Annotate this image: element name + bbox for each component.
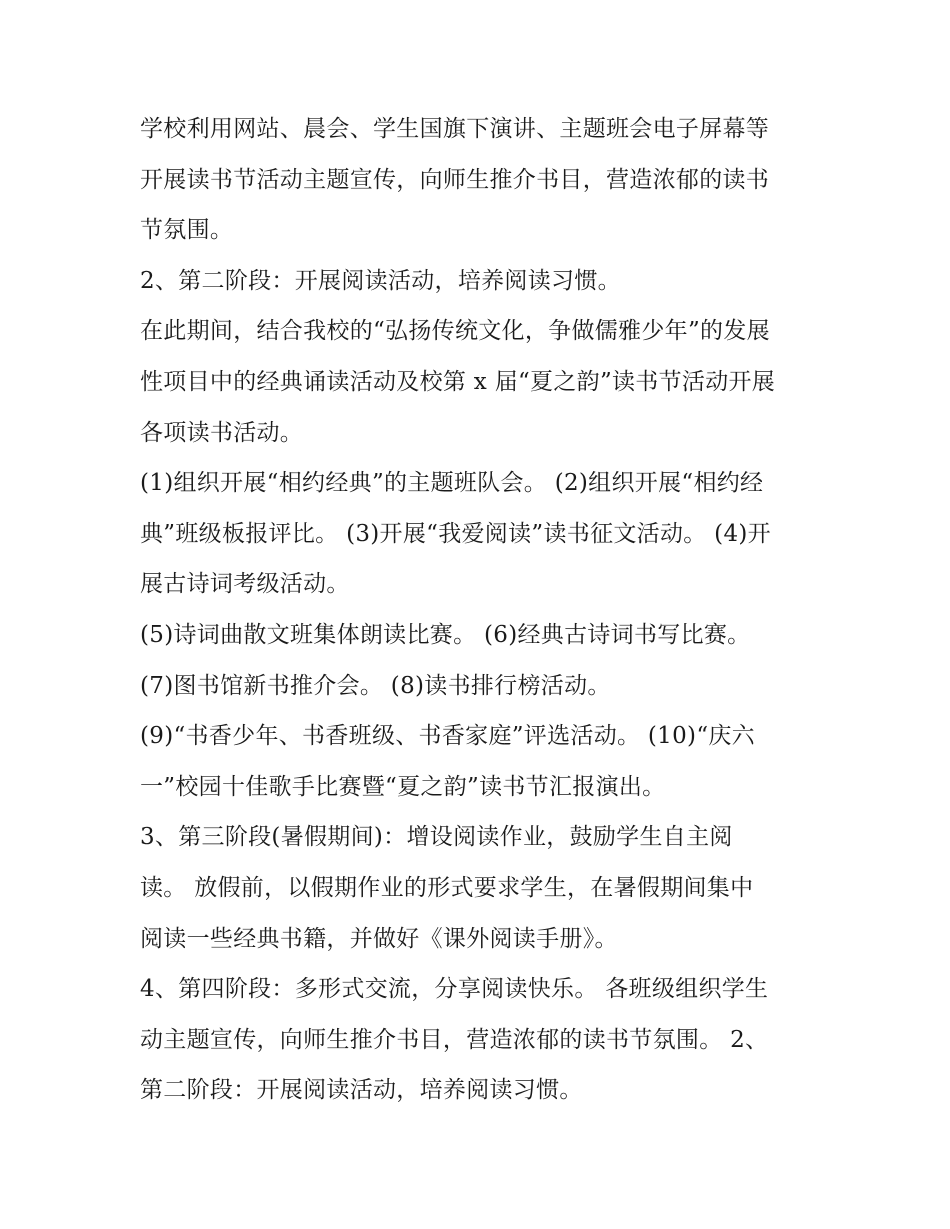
text-line: 阅读一些经典书籍，并做好《课外阅读手册》。 [140,925,618,952]
text-line: 典”班级板报评比。 (3)开展“我爱阅读”读书征文活动。 (4)开 [140,520,771,547]
text-line: 2、第二阶段：开展阅读活动，培养阅读习惯。 [140,267,621,294]
text-line: 动主题宣传，向师生推介书目，营造浓郁的读书节氛围。 2、 [140,1026,769,1053]
text-line: 展古诗词考级活动。 [140,571,350,598]
text-line: 节氛围。 [140,217,234,244]
text-line: 第二阶段：开展阅读活动，培养阅读习惯。 [140,1077,583,1104]
text-line: (9)“书香少年、书香班级、书香家庭”评选活动。 (10)“庆六 [140,723,755,750]
text-line: 3、第三阶段(暑假期间)：增设阅读作业，鼓励学生自主阅 [140,824,733,851]
text-line: (7)图书馆新书推介会。 (8)读书排行榜活动。 [140,672,611,699]
text-line: 开展读书节活动主题宣传，向师生推介书目，营造浓郁的读书 [140,166,770,193]
text-line: 学校利用网站、晨会、学生国旗下演讲、主题班会电子屏幕等 [140,116,770,142]
text-line: 在此期间，结合我校的“弘扬传统文化，争做儒雅少年”的发展 [140,318,770,345]
text-line: (5)诗词曲散文班集体朗读比赛。 (6)经典古诗词书写比赛。 [140,621,751,648]
text-line: 各项读书活动。 [140,419,304,446]
text-line: 性项目中的经典诵读活动及校第 x 届“夏之韵”读书节活动开展 [140,368,776,395]
document-body [140,104,820,1116]
text-line: 一”校园十佳歌手比赛暨“夏之韵”读书节汇报演出。 [140,773,666,800]
text-line: 4、第四阶段：多形式交流，分享阅读快乐。 各班级组织学生 [140,976,769,1003]
text-line: (1)组织开展“相约经典”的主题班队会。 (2)组织开展“相约经 [140,470,764,497]
text-line: 读。 放假前，以假期作业的形式要求学生，在暑假期间集中 [140,874,754,901]
